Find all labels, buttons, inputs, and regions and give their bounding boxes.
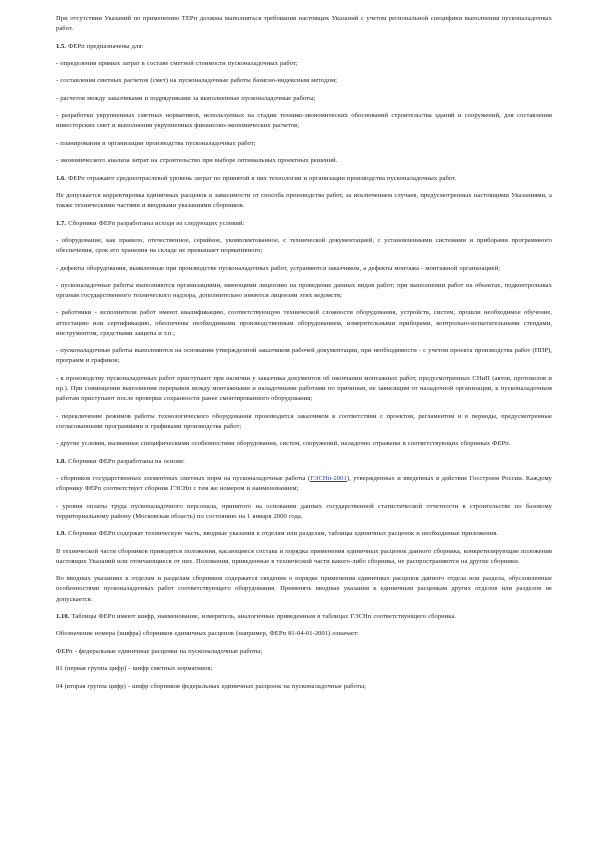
paragraph-1-8 [56, 457, 552, 467]
list-item [56, 236, 552, 256]
list-item [56, 474, 552, 494]
list-item [56, 59, 552, 69]
paragraph-1-9 [56, 529, 552, 539]
section-number: 1.6. [56, 174, 67, 182]
paragraph-text: - пусконаладочные работы выполняются организациями, имеющими лицензию на проведение данных видов работ; при выполнении работ на объектах, подконтрольных органам государственного технического надзора, дополнительно имеются лицензии этих ведомств; [56, 281, 552, 300]
paragraph-text: - определения прямых затрат в составе сметной стоимости пусконаладочных работ; [56, 59, 298, 67]
paragraph [56, 547, 552, 567]
list-item [56, 139, 552, 149]
list-item [56, 94, 552, 104]
paragraph-text: ФЕРп предназначены для: [68, 42, 144, 50]
paragraph-text: Не допускается корректировка единичных расценок в зависимости от способа производства работ, за исключением случаев, предусмотренных настоящими Указаниями, а также техническими частями и вводными указаниями сборников. [56, 191, 552, 210]
paragraph-text: - планирования и организации производства пусконаладочных работ; [56, 139, 256, 147]
list-item [56, 156, 552, 166]
paragraph-text: - другие условия, вызванные специфическими особенностями оборудования, систем, сооружений, наладочно отражены в соответствующих сборниках ФЕРп. [56, 440, 511, 448]
list-item [56, 264, 552, 274]
section-number: 1.10. [56, 613, 70, 621]
list-item [56, 76, 552, 86]
paragraph [56, 682, 552, 692]
paragraph-text: 81 (первая группа цифр) - шифр сметных нормативов; [56, 665, 213, 673]
paragraph-text: - переключение режимов работы технологического оборудования производится заказчиком в соответствии с проектом, регламентом и в периоды, предусмотренные согласованными программами и графиками производства работ; [56, 412, 552, 430]
paragraph-text: Сборники ФЕРп разработаны исходя из следующих условий: [68, 219, 245, 227]
paragraph-text: - пусконаладочные работы выполняются на основании утвержденной заказчиком рабочей документации, при необходимости - с учетом проекта производства работ (ППР), программ и графиков; [56, 347, 552, 365]
paragraph [56, 629, 552, 639]
paragraph-text: Сборники ФЕРп разработаны на основе: [68, 457, 185, 465]
paragraph-intro [56, 14, 552, 34]
paragraph-text: - расчетов между заказчиками и подрядчиками за выполненные пусконаладочные работы; [56, 94, 316, 102]
paragraph [56, 647, 552, 657]
list-item [56, 346, 552, 366]
list-item [56, 374, 552, 405]
paragraph-text: ), утвержденных и введенных в действие Госстроем России. Каждому сборнику ФЕРп соответствует сборник ГЭСНп с тем же номером и наименованием; [56, 475, 552, 493]
list-item [56, 412, 552, 432]
paragraph-text: Сборники ФЕРп содержат техническую часть, вводные указания к отделам или разделам, таблицы единичных расценок и необходимые приложения. [68, 530, 498, 538]
section-number: 1.7. [56, 219, 67, 227]
paragraph-text: В технической части сборников приводятся положения, касающиеся состава и порядка применения единичных расценок данного сборника, конкретизирующие положения настоящих Указаний или отличающиеся от них. Положения, приведенные в технической части какого-либо сборника, не распространяются на другие сборники. [56, 547, 552, 565]
section-number: 1.5. [56, 42, 67, 50]
paragraph-text: - сборников государственных элементных сметных норм на пусконаладочные работы ( [56, 475, 311, 483]
paragraph-text: - к производству пусконаладочных работ приступают при наличии у заказчика документов об окончании монтажных работ, предусмотренных СНиП (актов, протоколов и пр.). При совмещении выполнения перерывов между монтажными и наладочными работами по причинам, не зависящим от наладочной организации, к пусконаладочным работам приступают после проверки сохранности ранее смонтированного оборудования; [56, 374, 552, 403]
list-item [56, 502, 552, 522]
paragraph-text: - оборудование, как правило, отечественное, серийное, укомплектованное, с технической документацией, с установленными системами и приборами программного обеспечения, срок его хранения на складе не превышает нормативного; [56, 236, 552, 255]
gesnp-2001-link[interactable]: ГЭСНп-2001 [310, 475, 347, 483]
paragraph-1-6 [56, 174, 552, 184]
paragraph-1-10 [56, 612, 552, 622]
paragraph-text: - работники - исполнители работ имеют квалификацию, соответствующую технической сложности оборудования, устройств, систем, прошли необходимое обучение, аттестацию или сертификацию, обеспечены необходимыми производственным оборудованием, измерительными приборами, контрольно-испытательными стендами, инструментом, средствами защиты и т.п.; [56, 309, 552, 337]
list-item [56, 111, 552, 131]
list-item [56, 439, 552, 449]
section-number: 1.8. [56, 457, 67, 465]
paragraph-1-7 [56, 219, 552, 229]
section-number: 1.9. [56, 530, 67, 538]
paragraph-text: При отсутствии Указаний по применению ТЕРп должны выполняться требования настоящих Указаний с учетом региональной специфики выполнения пусконаладочных работ. [56, 15, 552, 33]
paragraph-text: ФЕРп - федеральные единичные расценки на пусконаладочные работы; [56, 647, 263, 655]
paragraph-text: Таблицы ФЕРп имеют шифр, наименование, измеритель, аналогичные приведенным в таблицах ГЭСНп соответствующего сборника. [71, 613, 457, 621]
paragraph [56, 664, 552, 674]
paragraph-text: - экономического анализа затрат на строительство при выборе оптимальных проектных решений. [56, 157, 338, 165]
paragraph-text: 04 (вторая группа цифр) - шифр сборников федеральных единичных расценок на пусконаладочные работы; [56, 682, 366, 690]
paragraph [56, 191, 552, 211]
paragraph-text: - разработки укрупненных сметных нормативов, используемых на стадии технико-экономических обоснований строительства зданий и сооружений, для составления инвесторских смет и выполнения укрупненных финансово-экономических расчетов; [56, 112, 552, 130]
paragraph-text: - уровня оплаты труда пусконаладочного персонала, принятого на основании данных государственной статистической отчетности в строительстве по базовому территориальному району (Московская область) по состоянию на 1 января 2000 года. [56, 502, 552, 520]
paragraph-text: ФЕРп отражают среднеотраслевой уровень затрат по принятой в них технологии и организации производства пусконаладочных работ. [68, 174, 457, 182]
document-page [56, 14, 552, 699]
list-item [56, 308, 552, 339]
list-item [56, 281, 552, 301]
paragraph-text: - составления сметных расчетов (смет) на пусконаладочные работы базисно-индексным методом; [56, 77, 338, 85]
paragraph [56, 574, 552, 605]
paragraph-text: - дефекты оборудования, выявленные при производстве пусконаладочных работ, устраняются заказчиком, а дефекты монтажа - монтажной организацией; [56, 264, 501, 272]
paragraph-text: Обозначение номера (шифра) сборников единичных расценок (например, ФЕРп 81-04-01-2001) означает: [56, 630, 359, 638]
paragraph-text: Во вводных указаниях к отделам и разделам сборников содержатся сведения о порядке применения единичных расценок данного отдела или раздела, обусловленные особенностями пусконаладочных работ соответствующего оборудования. Применять вводные указания к единичным расценкам других отделов или разделов не допускается. [56, 575, 552, 603]
paragraph-1-5 [56, 42, 552, 52]
